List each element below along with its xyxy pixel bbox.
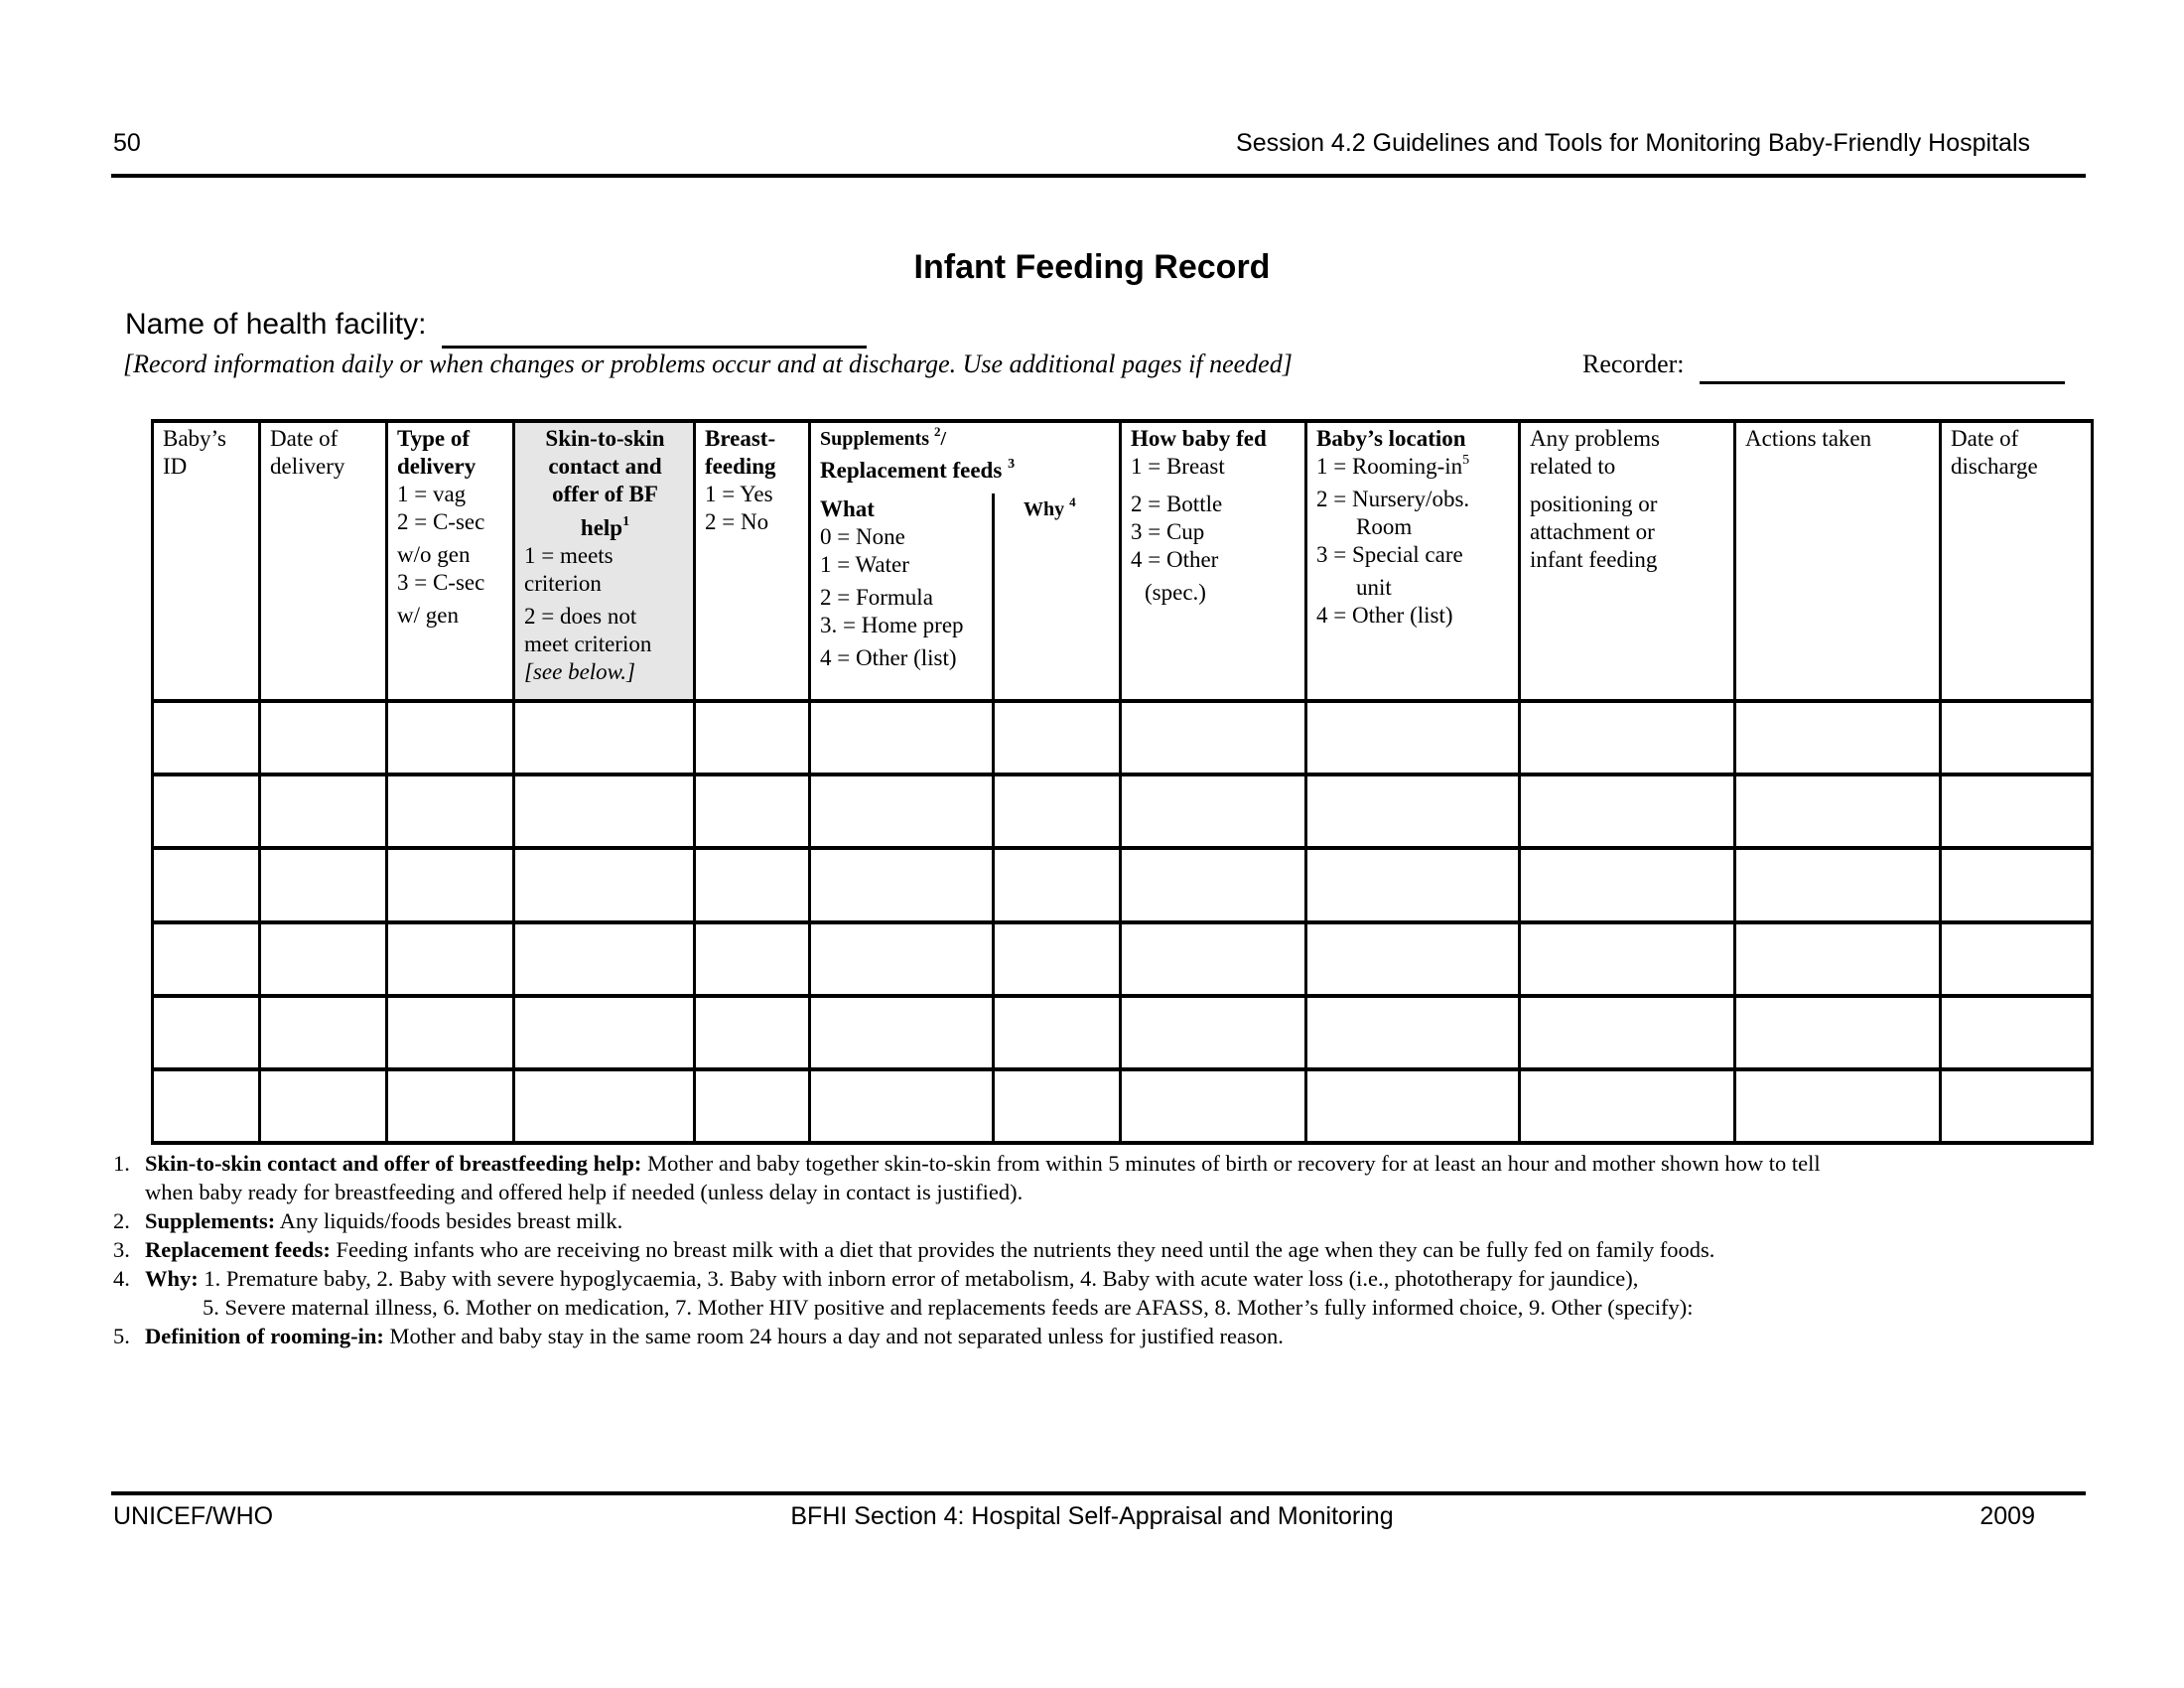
header-text: Actions taken [1745, 426, 1872, 451]
table-row [153, 701, 2093, 774]
table-cell[interactable] [810, 996, 994, 1069]
option-text: 2 = Formula [820, 585, 933, 611]
table-cell[interactable] [260, 701, 387, 774]
table-cell[interactable] [810, 922, 994, 996]
table-cell[interactable] [1306, 848, 1520, 921]
table-cell[interactable] [1520, 701, 1735, 774]
header-text: Replacement feeds [820, 458, 1003, 483]
footnote-ref: 2 [934, 424, 941, 439]
option-text: 4 = Other (list) [820, 645, 957, 671]
table-row [153, 1069, 2093, 1143]
option-note: [see below.] [524, 659, 636, 684]
option-text: w/ gen [397, 603, 459, 628]
option-text: 1 = vag [397, 482, 467, 506]
option-text: 4 = Other (list) [1316, 603, 1453, 628]
footer-organization: UNICEF/WHO [113, 1502, 274, 1530]
header-text: Breast- [705, 426, 776, 451]
header-text: offer of BF [552, 482, 658, 506]
table-row [153, 996, 2093, 1069]
option-text: = Rooming-in [1327, 454, 1463, 479]
table-cell[interactable] [994, 996, 1121, 1069]
table-cell[interactable] [810, 701, 994, 774]
table-cell[interactable] [1735, 922, 1941, 996]
table-cell[interactable] [387, 996, 514, 1069]
header-text: infant feeding [1530, 547, 1658, 572]
table-cell[interactable] [994, 848, 1121, 921]
table-cell[interactable] [514, 701, 695, 774]
footnote-ref: 5 [1462, 453, 1470, 468]
header-text: Type of [397, 426, 471, 451]
footnote-text: Mother and baby together skin-to-skin from within 5 minutes of birth or recovery for at least an hour and mother shown how to tell [641, 1151, 1821, 1176]
footer-section-title: BFHI Section 4: Hospital Self-Appraisal and Monitoring [790, 1502, 1394, 1530]
option-text: 2 = Bottle [1131, 492, 1223, 516]
table-row [153, 848, 2093, 921]
table-cell[interactable] [153, 996, 260, 1069]
page-number: 50 [113, 129, 141, 157]
table-cell[interactable] [1941, 1069, 2093, 1143]
table-cell[interactable] [1306, 996, 1520, 1069]
option-text: 2 = C-sec [397, 509, 485, 534]
header-rule [111, 174, 2086, 178]
option-text: unit [1356, 575, 1392, 600]
table-cell[interactable] [1941, 848, 2093, 921]
table-cell[interactable] [1306, 1069, 1520, 1143]
footnote-5 [113, 1322, 2099, 1350]
table-cell[interactable] [153, 701, 260, 774]
table-cell[interactable] [153, 922, 260, 996]
option-text: 1 [1316, 454, 1328, 479]
table-cell[interactable] [260, 774, 387, 848]
header-text: Baby’s location [1316, 426, 1466, 451]
footnote-term: Why: [145, 1266, 199, 1291]
table-cell[interactable] [387, 1069, 514, 1143]
table-cell[interactable] [1735, 996, 1941, 1069]
option-text: 1 = Breast [1131, 454, 1225, 479]
footnote-text: Mother and baby stay in the same room 24 hours a day and not separated unless for justified reason. [383, 1324, 1284, 1348]
option-text: 3 = Special care [1316, 542, 1463, 567]
table-cell[interactable] [695, 1069, 810, 1143]
footnote-text: Any liquids/foods besides breast milk. [275, 1208, 623, 1233]
footnote-number: 1. [113, 1151, 130, 1176]
table-cell[interactable] [1306, 922, 1520, 996]
footnote-4 [113, 1264, 2099, 1322]
header-supplements-what [810, 493, 994, 701]
option-text: 1 = meets [524, 543, 614, 568]
table-cell[interactable] [1520, 996, 1735, 1069]
header-how-baby-fed [1121, 421, 1306, 701]
header-text: Supplements [820, 428, 930, 450]
header-text: Any problems [1530, 426, 1660, 451]
footnote-3 [113, 1235, 2099, 1264]
header-actions-taken [1735, 421, 1941, 701]
table-cell[interactable] [810, 848, 994, 921]
table-cell[interactable] [1520, 774, 1735, 848]
header-text: Date of [270, 426, 339, 451]
footnote-number: 3. [113, 1237, 130, 1262]
table-cell[interactable] [514, 996, 695, 1069]
header-text: Date of [1951, 426, 2019, 451]
table-cell[interactable] [387, 922, 514, 996]
table-cell[interactable] [1121, 922, 1306, 996]
table-cell[interactable] [387, 701, 514, 774]
table-cell[interactable] [1520, 848, 1735, 921]
header-text: / [940, 428, 947, 450]
footnote-term: Supplements: [145, 1208, 276, 1233]
footnote-ref: 1 [622, 514, 630, 529]
header-text: What [820, 496, 875, 522]
header-text: discharge [1951, 454, 2038, 479]
table-cell[interactable] [1941, 701, 2093, 774]
header-text: attachment or [1530, 519, 1655, 544]
footnote-2 [113, 1206, 2099, 1235]
footnote-text: when baby ready for breastfeeding and offered help if needed (unless delay in contact is justified). [145, 1180, 1024, 1204]
table-cell[interactable] [153, 774, 260, 848]
footnotes [113, 1149, 2099, 1350]
option-text: criterion [524, 571, 602, 596]
header-supplements-replacement [810, 421, 1121, 493]
instructions-text: [Record information daily or when changes or problems occur and at discharge. Use additional pages if needed] [123, 350, 1293, 378]
header-text: feeding [705, 454, 776, 479]
header-text: How baby fed [1131, 426, 1267, 451]
footnote-term: Replacement feeds: [145, 1237, 331, 1262]
table-cell[interactable] [1306, 774, 1520, 848]
table-cell[interactable] [994, 922, 1121, 996]
table-cell[interactable] [1735, 701, 1941, 774]
table-cell[interactable] [387, 774, 514, 848]
table-cell[interactable] [695, 774, 810, 848]
table-cell[interactable] [1121, 774, 1306, 848]
option-text: 3 = C-sec [397, 570, 485, 595]
table-cell[interactable] [514, 848, 695, 921]
header-breastfeeding [695, 421, 810, 701]
table-cell[interactable] [810, 1069, 994, 1143]
option-text: 2 = No [705, 509, 769, 534]
header-skin-to-skin [514, 421, 695, 701]
option-text: w/o gen [397, 542, 471, 567]
table-cell[interactable] [1121, 701, 1306, 774]
table-cell[interactable] [514, 922, 695, 996]
option-text: (spec.) [1145, 580, 1206, 605]
table-cell[interactable] [514, 774, 695, 848]
table-cell[interactable] [260, 922, 387, 996]
table-cell[interactable] [695, 922, 810, 996]
footnote-text: 5. Severe maternal illness, 6. Mother on medication, 7. Mother HIV positive and replacements feeds are AFASS, 8. Mother’s fully informed choice, 9. Other (specify): [203, 1295, 1694, 1320]
table-cell[interactable] [695, 848, 810, 921]
facility-name-label: Name of health facility: [125, 308, 427, 341]
table-cell[interactable] [1121, 1069, 1306, 1143]
table-cell[interactable] [994, 774, 1121, 848]
option-text: Room [1356, 514, 1413, 539]
footnote-number: 2. [113, 1208, 130, 1233]
table-row [153, 922, 2093, 996]
header-text: help [580, 515, 623, 540]
header-date-of-delivery [260, 421, 387, 701]
table-cell[interactable] [153, 848, 260, 921]
header-date-of-discharge [1941, 421, 2093, 701]
header-text: delivery [397, 454, 477, 479]
table-cell[interactable] [1735, 848, 1941, 921]
footer-rule [111, 1491, 2086, 1495]
footnote-number: 5. [113, 1324, 130, 1348]
footer-year: 2009 [1979, 1502, 2035, 1530]
option-text: 2 = does not [524, 604, 637, 629]
header-type-of-delivery [387, 421, 514, 701]
option-text: 1 = Water [820, 552, 909, 578]
table-cell[interactable] [810, 774, 994, 848]
footnote-ref: 3 [1008, 457, 1016, 472]
table-cell[interactable] [1121, 848, 1306, 921]
table-row [153, 774, 2093, 848]
option-text: 2 = Nursery/obs. [1316, 487, 1470, 511]
table-cell[interactable] [994, 1069, 1121, 1143]
header-text: Baby’s [163, 426, 226, 451]
option-text: 3 = Cup [1131, 519, 1205, 544]
table-cell[interactable] [1941, 922, 2093, 996]
table-cell[interactable] [1941, 774, 2093, 848]
form-title: Infant Feeding Record [913, 248, 1271, 286]
footnote-1 [113, 1149, 2099, 1206]
header-supplements-why [994, 493, 1121, 701]
table-cell[interactable] [514, 1069, 695, 1143]
running-header: Session 4.2 Guidelines and Tools for Monitoring Baby-Friendly Hospitals [1236, 129, 2030, 157]
table-cell[interactable] [260, 996, 387, 1069]
table-cell[interactable] [1520, 1069, 1735, 1143]
table-cell[interactable] [260, 1069, 387, 1143]
footnote-text: 1. Premature baby, 2. Baby with severe hypoglycaemia, 3. Baby with inborn error of metabolism, 4. Baby with acute water loss (i.e., phototherapy for jaundice), [198, 1266, 1639, 1291]
option-text: 4 = Other [1131, 547, 1219, 572]
header-text: Why [1024, 498, 1065, 521]
table-cell[interactable] [1941, 996, 2093, 1069]
table-cell[interactable] [1735, 774, 1941, 848]
footnote-text: Feeding infants who are receiving no breast milk with a diet that provides the nutrients they need until the age when they can be fully fed on family foods. [330, 1237, 1715, 1262]
header-text: delivery [270, 454, 345, 479]
header-babys-id [153, 421, 260, 701]
infant-feeding-table [151, 419, 2094, 1145]
recorder-field[interactable] [1700, 381, 2065, 384]
header-text: related to [1530, 454, 1616, 479]
option-text: 0 = None [820, 524, 905, 550]
table-cell[interactable] [695, 701, 810, 774]
table-cell[interactable] [387, 848, 514, 921]
table-cell[interactable] [153, 1069, 260, 1143]
footnote-term: Skin-to-skin contact and offer of breastfeeding help: [145, 1151, 642, 1176]
option-text: 1 = Yes [705, 482, 773, 506]
footnote-ref: 4 [1069, 494, 1076, 510]
table-cell[interactable] [1121, 996, 1306, 1069]
table-cell[interactable] [994, 701, 1121, 774]
header-any-problems [1520, 421, 1735, 701]
header-text: positioning or [1530, 492, 1658, 516]
table-cell[interactable] [260, 848, 387, 921]
table-cell[interactable] [1306, 701, 1520, 774]
table-cell[interactable] [1735, 1069, 1941, 1143]
option-text: meet criterion [524, 632, 652, 656]
header-text: contact and [548, 454, 662, 479]
option-text: 3. = Home prep [820, 613, 964, 638]
recorder-label: Recorder: [1582, 350, 1685, 378]
facility-name-field[interactable] [442, 346, 867, 349]
footnote-term: Definition of rooming-in: [145, 1324, 384, 1348]
header-text: ID [163, 454, 188, 479]
header-text: Skin-to-skin [545, 426, 665, 451]
header-babys-location [1306, 421, 1520, 701]
footnote-number: 4. [113, 1266, 130, 1291]
table-cell[interactable] [1520, 922, 1735, 996]
table-cell[interactable] [695, 996, 810, 1069]
